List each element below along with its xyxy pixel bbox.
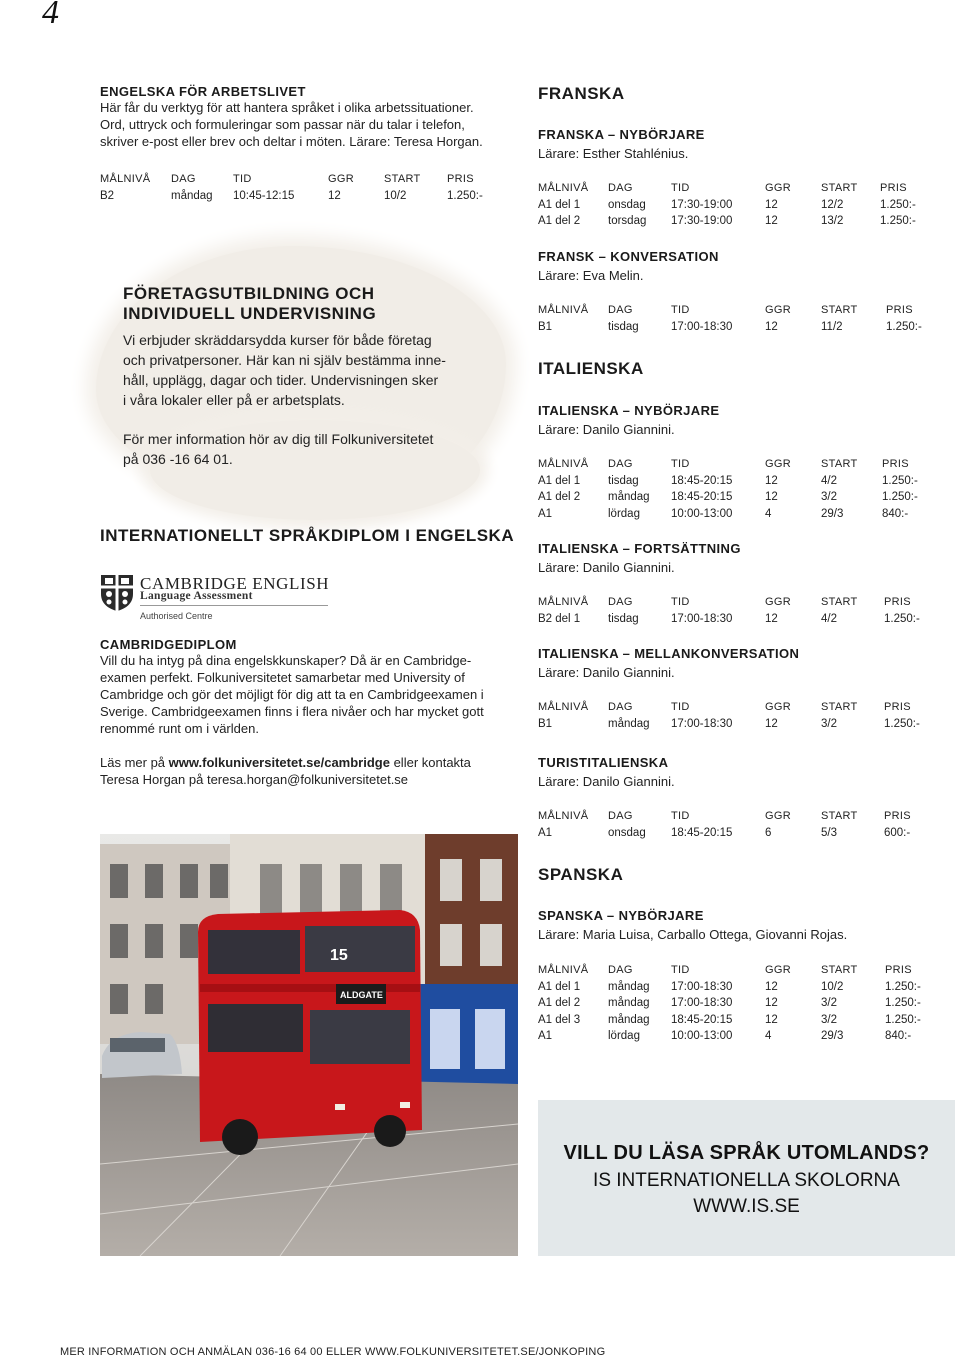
column-header: GGR — [765, 182, 791, 194]
schedule-row — [538, 613, 938, 630]
section-title: FÖRETAGSUTBILDNING OCH — [123, 284, 375, 303]
cambridge-shield-icon — [100, 574, 134, 612]
schedule-cell: B2 — [100, 189, 115, 202]
column-header: START — [821, 810, 858, 822]
description-line: Vi erbjuder skräddarsydda kurser för både företag — [123, 332, 432, 348]
schedule-cell: 12 — [765, 474, 778, 487]
schedule-cell: 29/3 — [821, 1030, 844, 1042]
is-promo-box[interactable] — [538, 1100, 955, 1256]
schedule-cell: 10:00-13:00 — [671, 1030, 733, 1042]
schedule-table — [538, 182, 938, 232]
turistitalienska-section — [538, 755, 938, 790]
info-line: på 036 -16 64 01. — [123, 451, 233, 467]
schedule-cell: A1 del 3 — [538, 1013, 581, 1026]
schedule-row — [538, 475, 938, 492]
schedule-cell: lördag — [608, 507, 640, 520]
schedule-cell: 4 — [765, 1030, 772, 1042]
column-header: PRIS — [884, 596, 911, 608]
course-teacher: Lärare: Esther Stahlénius. — [538, 146, 689, 161]
description-line: håll, upplägg, dagar och tider. Undervisningen sker — [123, 372, 439, 388]
column-header: DAG — [171, 173, 196, 185]
schedule-cell: 1.250:- — [886, 320, 922, 333]
schedule-cell: måndag — [608, 980, 650, 993]
column-header: START — [821, 964, 858, 976]
schedule-cell: A1 del 2 — [538, 215, 581, 227]
schedule-cell: 1.250:- — [880, 198, 916, 211]
schedule-cell: 10/2 — [821, 980, 844, 993]
schedule-table — [538, 458, 938, 524]
logo-divider — [140, 605, 328, 606]
cambridge-english-logo — [100, 574, 332, 624]
schedule-cell: 12 — [765, 320, 778, 333]
schedule-row — [538, 1014, 938, 1031]
schedule-cell: A1 — [538, 826, 553, 839]
column-header: TID — [671, 304, 690, 316]
column-header: DAG — [608, 458, 633, 470]
schedule-cell: 13/2 — [821, 215, 844, 227]
schedule-header — [538, 964, 938, 981]
schedule-cell: tisdag — [608, 320, 639, 333]
schedule-header — [100, 173, 520, 190]
course-title: ITALIENSKA – NYBÖRJARE — [538, 403, 720, 418]
schedule-cell: B1 — [538, 320, 553, 333]
schedule-cell: 12 — [765, 980, 778, 993]
column-header: START — [821, 701, 858, 713]
schedule-cell: 1.250:- — [447, 189, 483, 202]
course-teacher: Lärare: Eva Melin. — [538, 268, 644, 283]
promo-headline: VILL DU LÄSA SPRÅK UTOMLANDS? — [563, 1142, 930, 1164]
schedule-cell: lördag — [608, 1030, 640, 1042]
column-header: TID — [671, 701, 690, 713]
page-number: 4 — [42, 0, 59, 31]
schedule-cell: 17:00-18:30 — [671, 717, 733, 730]
schedule-header — [538, 596, 938, 613]
schedule-table — [538, 596, 938, 629]
column-header: DAG — [608, 810, 633, 822]
column-header: START — [821, 596, 858, 608]
column-header: TID — [671, 182, 690, 194]
cambridgediplom-section — [100, 637, 520, 788]
spanska-title: SPANSKA — [538, 865, 624, 884]
foretagsutbildning-section — [123, 284, 503, 469]
course-title: TURISTITALIENSKA — [538, 755, 669, 770]
schedule-cell: A1 del 1 — [538, 474, 581, 487]
column-header: START — [821, 458, 858, 470]
column-header: PRIS — [447, 173, 474, 185]
schedule-table — [100, 173, 520, 206]
schedule-cell: 12 — [765, 1013, 778, 1026]
schedule-cell: A1 — [538, 507, 553, 520]
schedule-cell: 12 — [328, 189, 341, 202]
column-header: PRIS — [885, 964, 912, 976]
footer-contact: MER INFORMATION OCH ANMÄLAN 036-16 64 00 ELLER WWW.FOLKUNIVERSITETET.SE/JONKOPING — [60, 1346, 606, 1358]
column-header: DAG — [608, 964, 633, 976]
schedule-cell: 12 — [765, 612, 778, 625]
schedule-row — [538, 1030, 938, 1047]
info-line: För mer information hör av dig till Folkuniversitetet — [123, 431, 434, 447]
schedule-cell: 4 — [765, 507, 772, 520]
schedule-row — [538, 321, 938, 338]
description-line: i våra lokaler eller på er arbetsplats. — [123, 392, 345, 408]
course-title: ITALIENSKA – FORTSÄTTNING — [538, 541, 741, 556]
schedule-header — [538, 810, 938, 827]
course-title: ITALIENSKA – MELLANKONVERSATION — [538, 646, 800, 661]
column-header: TID — [671, 810, 690, 822]
schedule-header — [538, 304, 938, 321]
schedule-cell: 17:00-18:30 — [671, 612, 733, 625]
schedule-cell: 17:00-18:30 — [671, 980, 733, 993]
schedule-table — [538, 810, 938, 843]
schedule-cell: 1.250:- — [885, 980, 921, 993]
fransk-konversation-section — [538, 249, 938, 284]
column-header: START — [821, 304, 858, 316]
spanska-nyborjare-section — [538, 908, 938, 943]
schedule-cell: 18:45-20:15 — [671, 474, 733, 487]
schedule-cell: 10/2 — [384, 189, 407, 202]
course-teacher: Lärare: Danilo Giannini. — [538, 422, 675, 437]
column-header: PRIS — [884, 701, 911, 713]
logo-authorised: Authorised Centre — [140, 611, 213, 621]
course-teacher: Lärare: Danilo Giannini. — [538, 560, 675, 575]
schedule-cell: 17:30-19:00 — [671, 215, 733, 227]
italienska-fortsattning-section — [538, 541, 938, 576]
column-header: TID — [671, 964, 690, 976]
schedule-cell: 12 — [765, 198, 778, 211]
schedule-cell: 6 — [765, 826, 772, 839]
schedule-row — [538, 508, 938, 525]
schedule-header — [538, 701, 938, 718]
schedule-cell: 11/2 — [821, 320, 843, 333]
schedule-cell: 18:45-20:15 — [671, 1013, 733, 1026]
schedule-cell: 12 — [765, 491, 778, 503]
column-header: MÅLNIVÅ — [538, 810, 589, 822]
schedule-row — [538, 199, 938, 216]
description-line: och privatpersoner. Här kan ni själv bestämma inne- — [123, 352, 446, 368]
column-header: GGR — [765, 596, 791, 608]
schedule-cell: 3/2 — [821, 491, 837, 503]
franska-nyborjare-section — [538, 127, 938, 162]
column-header: DAG — [608, 182, 633, 194]
column-header: GGR — [765, 701, 791, 713]
schedule-row — [538, 827, 938, 844]
course-teacher: Lärare: Maria Luisa, Carballo Ottega, Giovanni Rojas. — [538, 927, 848, 942]
schedule-cell: A1 — [538, 1030, 553, 1042]
schedule-cell: 5/3 — [821, 826, 837, 839]
section-title: ENGELSKA FÖR ARBETSLIVET — [100, 84, 306, 99]
schedule-cell: A1 del 1 — [538, 198, 581, 211]
schedule-cell: 12 — [765, 997, 778, 1009]
london-bus-photo — [100, 834, 518, 1256]
schedule-cell: 4/2 — [821, 612, 837, 625]
schedule-cell: 1.250:- — [882, 491, 918, 503]
sprakdiplom-title: INTERNATIONELLT SPRÅKDIPLOM I ENGELSKA — [100, 526, 515, 545]
description-line: examen perfekt. Folkuniversitetet samarbetar med University of — [100, 670, 465, 685]
schedule-table — [538, 304, 938, 337]
column-header: START — [384, 173, 421, 185]
description-line: Sverige. Cambridgeexamen finns i flera nivåer och har mycket gott — [100, 704, 484, 719]
course-teacher: Lärare: Danilo Giannini. — [538, 774, 675, 789]
read-more-suffix: eller kontakta — [389, 755, 471, 770]
contact-line: Teresa Horgan på teresa.horgan@folkuniversitetet.se — [100, 772, 409, 787]
column-header: MÅLNIVÅ — [538, 458, 589, 470]
schedule-row — [538, 718, 938, 735]
schedule-cell: 840:- — [885, 1030, 912, 1042]
schedule-header — [538, 182, 938, 199]
description-line: skriver e-post eller brev och deltar i möten. Lärare: Teresa Horgan. — [100, 134, 483, 149]
column-header: GGR — [765, 810, 791, 822]
column-header: GGR — [328, 173, 354, 185]
column-header: GGR — [765, 458, 791, 470]
promo-school: IS INTERNATIONELLA SKOLORNA — [593, 1170, 900, 1191]
schedule-cell: 18:45-20:15 — [671, 826, 733, 839]
italienska-nyborjare-section — [538, 403, 938, 438]
schedule-table — [538, 964, 938, 1047]
column-header: GGR — [765, 304, 791, 316]
schedule-cell: onsdag — [608, 198, 646, 211]
column-header: PRIS — [884, 810, 911, 822]
column-header: DAG — [608, 304, 633, 316]
schedule-cell: måndag — [608, 1013, 650, 1026]
column-header: PRIS — [886, 304, 913, 316]
column-header: MÅLNIVÅ — [538, 964, 589, 976]
description-line: Cambridge och gör det möjligt för dig att ta en Cambridgeexamen i — [100, 687, 484, 702]
schedule-row — [538, 215, 938, 232]
schedule-table — [538, 701, 938, 734]
course-title: FRANSK – KONVERSATION — [538, 249, 719, 264]
column-header: PRIS — [880, 182, 907, 194]
schedule-cell: 3/2 — [821, 997, 837, 1009]
italienska-mellankonversation-section — [538, 646, 938, 681]
schedule-cell: 12 — [765, 215, 778, 227]
bus-destination: ALDGATE — [340, 990, 383, 1000]
italienska-title: ITALIENSKA — [538, 359, 644, 378]
column-header: PRIS — [882, 458, 909, 470]
schedule-cell: måndag — [608, 997, 650, 1009]
course-teacher: Lärare: Danilo Giannini. — [538, 665, 675, 680]
column-header: TID — [671, 596, 690, 608]
course-title: FRANSKA – NYBÖRJARE — [538, 127, 705, 142]
promo-url[interactable]: WWW.IS.SE — [693, 1196, 800, 1217]
engelska-arbetslivet-section — [100, 84, 520, 150]
schedule-cell: 10:45-12:15 — [233, 189, 295, 202]
schedule-cell: 3/2 — [821, 1013, 837, 1026]
schedule-cell: 18:45-20:15 — [671, 491, 733, 503]
bus-route-number: 15 — [330, 947, 348, 964]
schedule-cell: tisdag — [608, 474, 639, 487]
schedule-cell: 840:- — [882, 507, 909, 520]
schedule-cell: 17:00-18:30 — [671, 320, 733, 333]
description-line: Vill du ha intyg på dina engelskkunskaper? Då är en Cambridge- — [100, 653, 472, 668]
schedule-row — [538, 997, 938, 1014]
column-header: GGR — [765, 964, 791, 976]
column-header: START — [821, 182, 858, 194]
schedule-cell: B2 del 1 — [538, 612, 581, 625]
london-street-image — [100, 834, 518, 1256]
column-header: MÅLNIVÅ — [100, 173, 151, 185]
schedule-row — [538, 491, 938, 508]
section-title: INDIVIDUELL UNDERVISNING — [123, 304, 377, 323]
schedule-cell: 17:00-18:30 — [671, 997, 733, 1009]
column-header: DAG — [608, 596, 633, 608]
schedule-cell: 1.250:- — [885, 1013, 921, 1026]
schedule-header — [538, 458, 938, 475]
schedule-cell: 4/2 — [821, 474, 837, 487]
schedule-cell: 1.250:- — [885, 997, 921, 1009]
schedule-cell: 3/2 — [821, 717, 837, 730]
column-header: TID — [233, 173, 252, 185]
schedule-cell: 10:00-13:00 — [671, 507, 733, 520]
schedule-cell: 600:- — [884, 826, 911, 839]
description-line: renommé runt om i världen. — [100, 721, 259, 736]
schedule-cell: måndag — [608, 491, 650, 503]
column-header: TID — [671, 458, 690, 470]
schedule-cell: 1.250:- — [884, 717, 920, 730]
schedule-cell: 17:30-19:00 — [671, 198, 733, 211]
schedule-row — [100, 190, 520, 207]
column-header: MÅLNIVÅ — [538, 182, 589, 194]
schedule-cell: onsdag — [608, 826, 646, 839]
schedule-cell: 1.250:- — [882, 474, 918, 487]
schedule-cell: torsdag — [608, 215, 647, 227]
cambridge-link[interactable]: www.folkuniversitetet.se/cambridge — [168, 755, 390, 770]
schedule-cell: 29/3 — [821, 507, 844, 520]
schedule-cell: B1 — [538, 717, 553, 730]
schedule-cell: måndag — [171, 189, 213, 202]
schedule-cell: tisdag — [608, 612, 639, 625]
schedule-cell: A1 del 2 — [538, 491, 581, 503]
description-line: Här får du verktyg för att hantera språket i olika arbetssituationer. — [100, 100, 474, 115]
schedule-cell: måndag — [608, 717, 650, 730]
schedule-cell: 1.250:- — [880, 215, 916, 227]
column-header: MÅLNIVÅ — [538, 701, 589, 713]
course-title: SPANSKA – NYBÖRJARE — [538, 908, 704, 923]
logo-subtitle: Language Assessment — [140, 590, 253, 602]
schedule-cell: 12 — [765, 717, 778, 730]
description-line: Ord, uttryck och formuleringar som passar när du talar i telefon, — [100, 117, 465, 132]
logo-title: CAMBRIDGE ENGLISH — [140, 574, 330, 593]
column-header: MÅLNIVÅ — [538, 304, 589, 316]
schedule-row — [538, 981, 938, 998]
schedule-cell: 12/2 — [821, 198, 844, 211]
read-more-prefix: Läs mer på — [100, 755, 169, 770]
schedule-cell: A1 del 1 — [538, 980, 581, 993]
franska-title: FRANSKA — [538, 84, 625, 103]
column-header: DAG — [608, 701, 633, 713]
column-header: MÅLNIVÅ — [538, 596, 589, 608]
schedule-cell: A1 del 2 — [538, 997, 581, 1009]
schedule-cell: 1.250:- — [884, 612, 920, 625]
section-title: CAMBRIDGEDIPLOM — [100, 637, 237, 652]
read-more-line — [100, 754, 520, 771]
